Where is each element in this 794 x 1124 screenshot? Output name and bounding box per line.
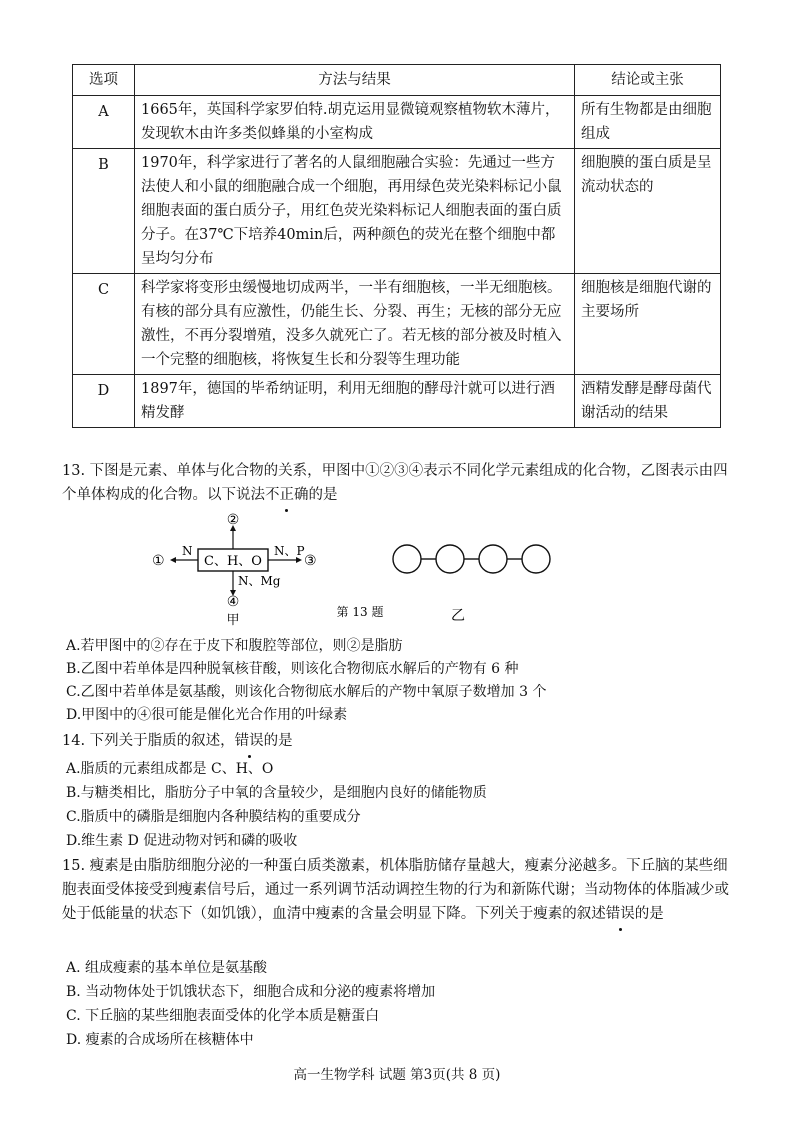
- q13-choice-a: A.若甲图中的②存在于皮下和腹腔等部位，则②是脂肪: [66, 638, 403, 654]
- compound-3-label: ③: [304, 553, 317, 569]
- question-15-stem: [62, 854, 734, 926]
- right-element: N、P: [274, 544, 305, 558]
- header-option: 选项: [73, 65, 135, 96]
- row-method: 科学家将变形虫缓慢地切成两半，一半有细胞核，一半无细胞核。有核的部分具有应激性，仍能生长、分裂、再生；无核的部分无应激性，不再分裂增殖，没多久就死亡了。若无核的部分被及时植入一个完整的细胞核，将恢复生长和分裂等生理功能: [135, 274, 575, 375]
- table-row: [73, 96, 721, 149]
- diagram-yi-label: 乙: [451, 608, 465, 624]
- q15-choice-b: B. 当动物体处于饥饿状态下，细胞合成和分泌的瘦素将增加: [66, 984, 436, 1000]
- compound-2-label: ②: [226, 512, 240, 528]
- q13-choice-c: C.乙图中若单体是氨基酸，则该化合物彻底水解后的产物中氧原子数增加 3 个: [66, 684, 547, 700]
- row-option: D: [73, 375, 135, 428]
- row-option: B: [73, 149, 135, 274]
- monomer-circle: [393, 545, 421, 573]
- row-option: C: [73, 274, 135, 375]
- row-conclusion: 酒精发酵是酵母菌代谢活动的结果: [575, 375, 721, 428]
- left-element: N: [182, 544, 193, 558]
- q15-stem-tail: 的是: [634, 906, 664, 922]
- q15-stem-text: 15. 瘦素是由脂肪细胞分泌的一种蛋白质类激素，机体脂肪储存量越大，瘦素分泌越多。下丘脑的某些细胞表面受体接受到瘦素信号后，通过一系列调节活动调控生物的行为和新陈代谢；当动物体的体脂减少或处于低能量的状态下（如饥饿），血清中瘦素的含量会明显下降。下列关于瘦素的叙述: [62, 858, 729, 922]
- compound-1-label: ①: [152, 553, 165, 569]
- diagram-jia-label: 甲: [226, 613, 240, 628]
- q13-emphasis: 不正确: [265, 483, 309, 507]
- q14-choice-c: C.脂质中的磷脂是细胞内各种膜结构的重要成分: [66, 809, 361, 825]
- table-row: [73, 375, 721, 428]
- question-14-stem: [62, 729, 734, 753]
- q15-choice-a: A. 组成瘦素的基本单位是氨基酸: [66, 960, 268, 976]
- q13-choice-b: B.乙图中若单体是四种脱氧核苷酸，则该化合物彻底水解后的产物有 6 种: [66, 661, 519, 677]
- q14-emphasis: 错误: [235, 729, 264, 753]
- q13-diagram: [150, 512, 650, 632]
- monomer-circle: [522, 545, 550, 573]
- q15-choice-c: C. 下丘脑的某些细胞表面受体的化学本质是糖蛋白: [66, 1008, 380, 1024]
- q13-stem-tail: 的是: [308, 487, 338, 503]
- table-header-row: [73, 65, 721, 96]
- q14-choice-d: D.维生素 D 促进动物对钙和磷的吸收: [66, 833, 298, 849]
- row-method: 1665年，英国科学家罗伯特.胡克运用显微镜观察植物软木薄片，发现软木由许多类似蜂巢的小室构成: [135, 96, 575, 149]
- monomer-circle: [479, 545, 507, 573]
- header-method: 方法与结果: [135, 65, 575, 96]
- options-table: [72, 64, 721, 428]
- compound-4-label: ④: [226, 594, 240, 610]
- q13-stem-text: 13. 下图是元素、单体与化合物的关系，甲图中①②③④表示不同化学元素组成的化合物，乙图表示由四个单体构成的化合物。以下说法: [62, 463, 728, 503]
- q15-emphasis: 错误: [606, 902, 635, 926]
- row-method: 1970年，科学家进行了著名的人鼠细胞融合实验：先通过一些方法使人和小鼠的细胞融合成一个细胞，再用绿色荧光染料标记小鼠细胞表面的蛋白质分子，用红色荧光染料标记人细胞表面的蛋白质分子。在37℃下培养40min后，两种颜色的荧光在整个细胞中都呈均匀分布: [135, 149, 575, 274]
- monomer-circle: [436, 545, 464, 573]
- question-13-stem: [62, 459, 734, 507]
- q14-stem-text: 14. 下列关于脂质的叙述，: [62, 733, 235, 749]
- row-option: A: [73, 96, 135, 149]
- q15-choice-d: D. 瘦素的合成场所在核糖体中: [66, 1032, 254, 1048]
- arrowhead-left: [170, 557, 176, 563]
- row-conclusion: 所有生物都是由细胞组成: [575, 96, 721, 149]
- q14-stem-tail: 的是: [263, 733, 293, 749]
- row-method: 1897年，德国的毕希纳证明，利用无细胞的酵母汁就可以进行酒精发酵: [135, 375, 575, 428]
- page-footer: 高一生物学科 试题 第3页(共 8 页): [293, 1067, 501, 1083]
- center-elements: C、H、O: [204, 554, 262, 569]
- q14-choice-b: B.与糖类相比，脂肪分子中氧的含量较少，是细胞内良好的储能物质: [66, 785, 487, 801]
- diagram-jia: [152, 512, 317, 628]
- row-conclusion: 细胞核是细胞代谢的主要场所: [575, 274, 721, 375]
- table-row: [73, 149, 721, 274]
- row-conclusion: 细胞膜的蛋白质是呈流动状态的: [575, 149, 721, 274]
- q13-choice-d: D.甲图中的④很可能是催化光合作用的叶绿素: [66, 707, 348, 723]
- table-row: [73, 274, 721, 375]
- q14-choice-a: A.脂质的元素组成都是 C、H、O: [66, 761, 274, 777]
- diagram-yi: [393, 545, 550, 624]
- header-conclusion: 结论或主张: [575, 65, 721, 96]
- bottom-element: N、Mg: [238, 574, 281, 588]
- diagram-caption: 第 13 题: [336, 605, 384, 619]
